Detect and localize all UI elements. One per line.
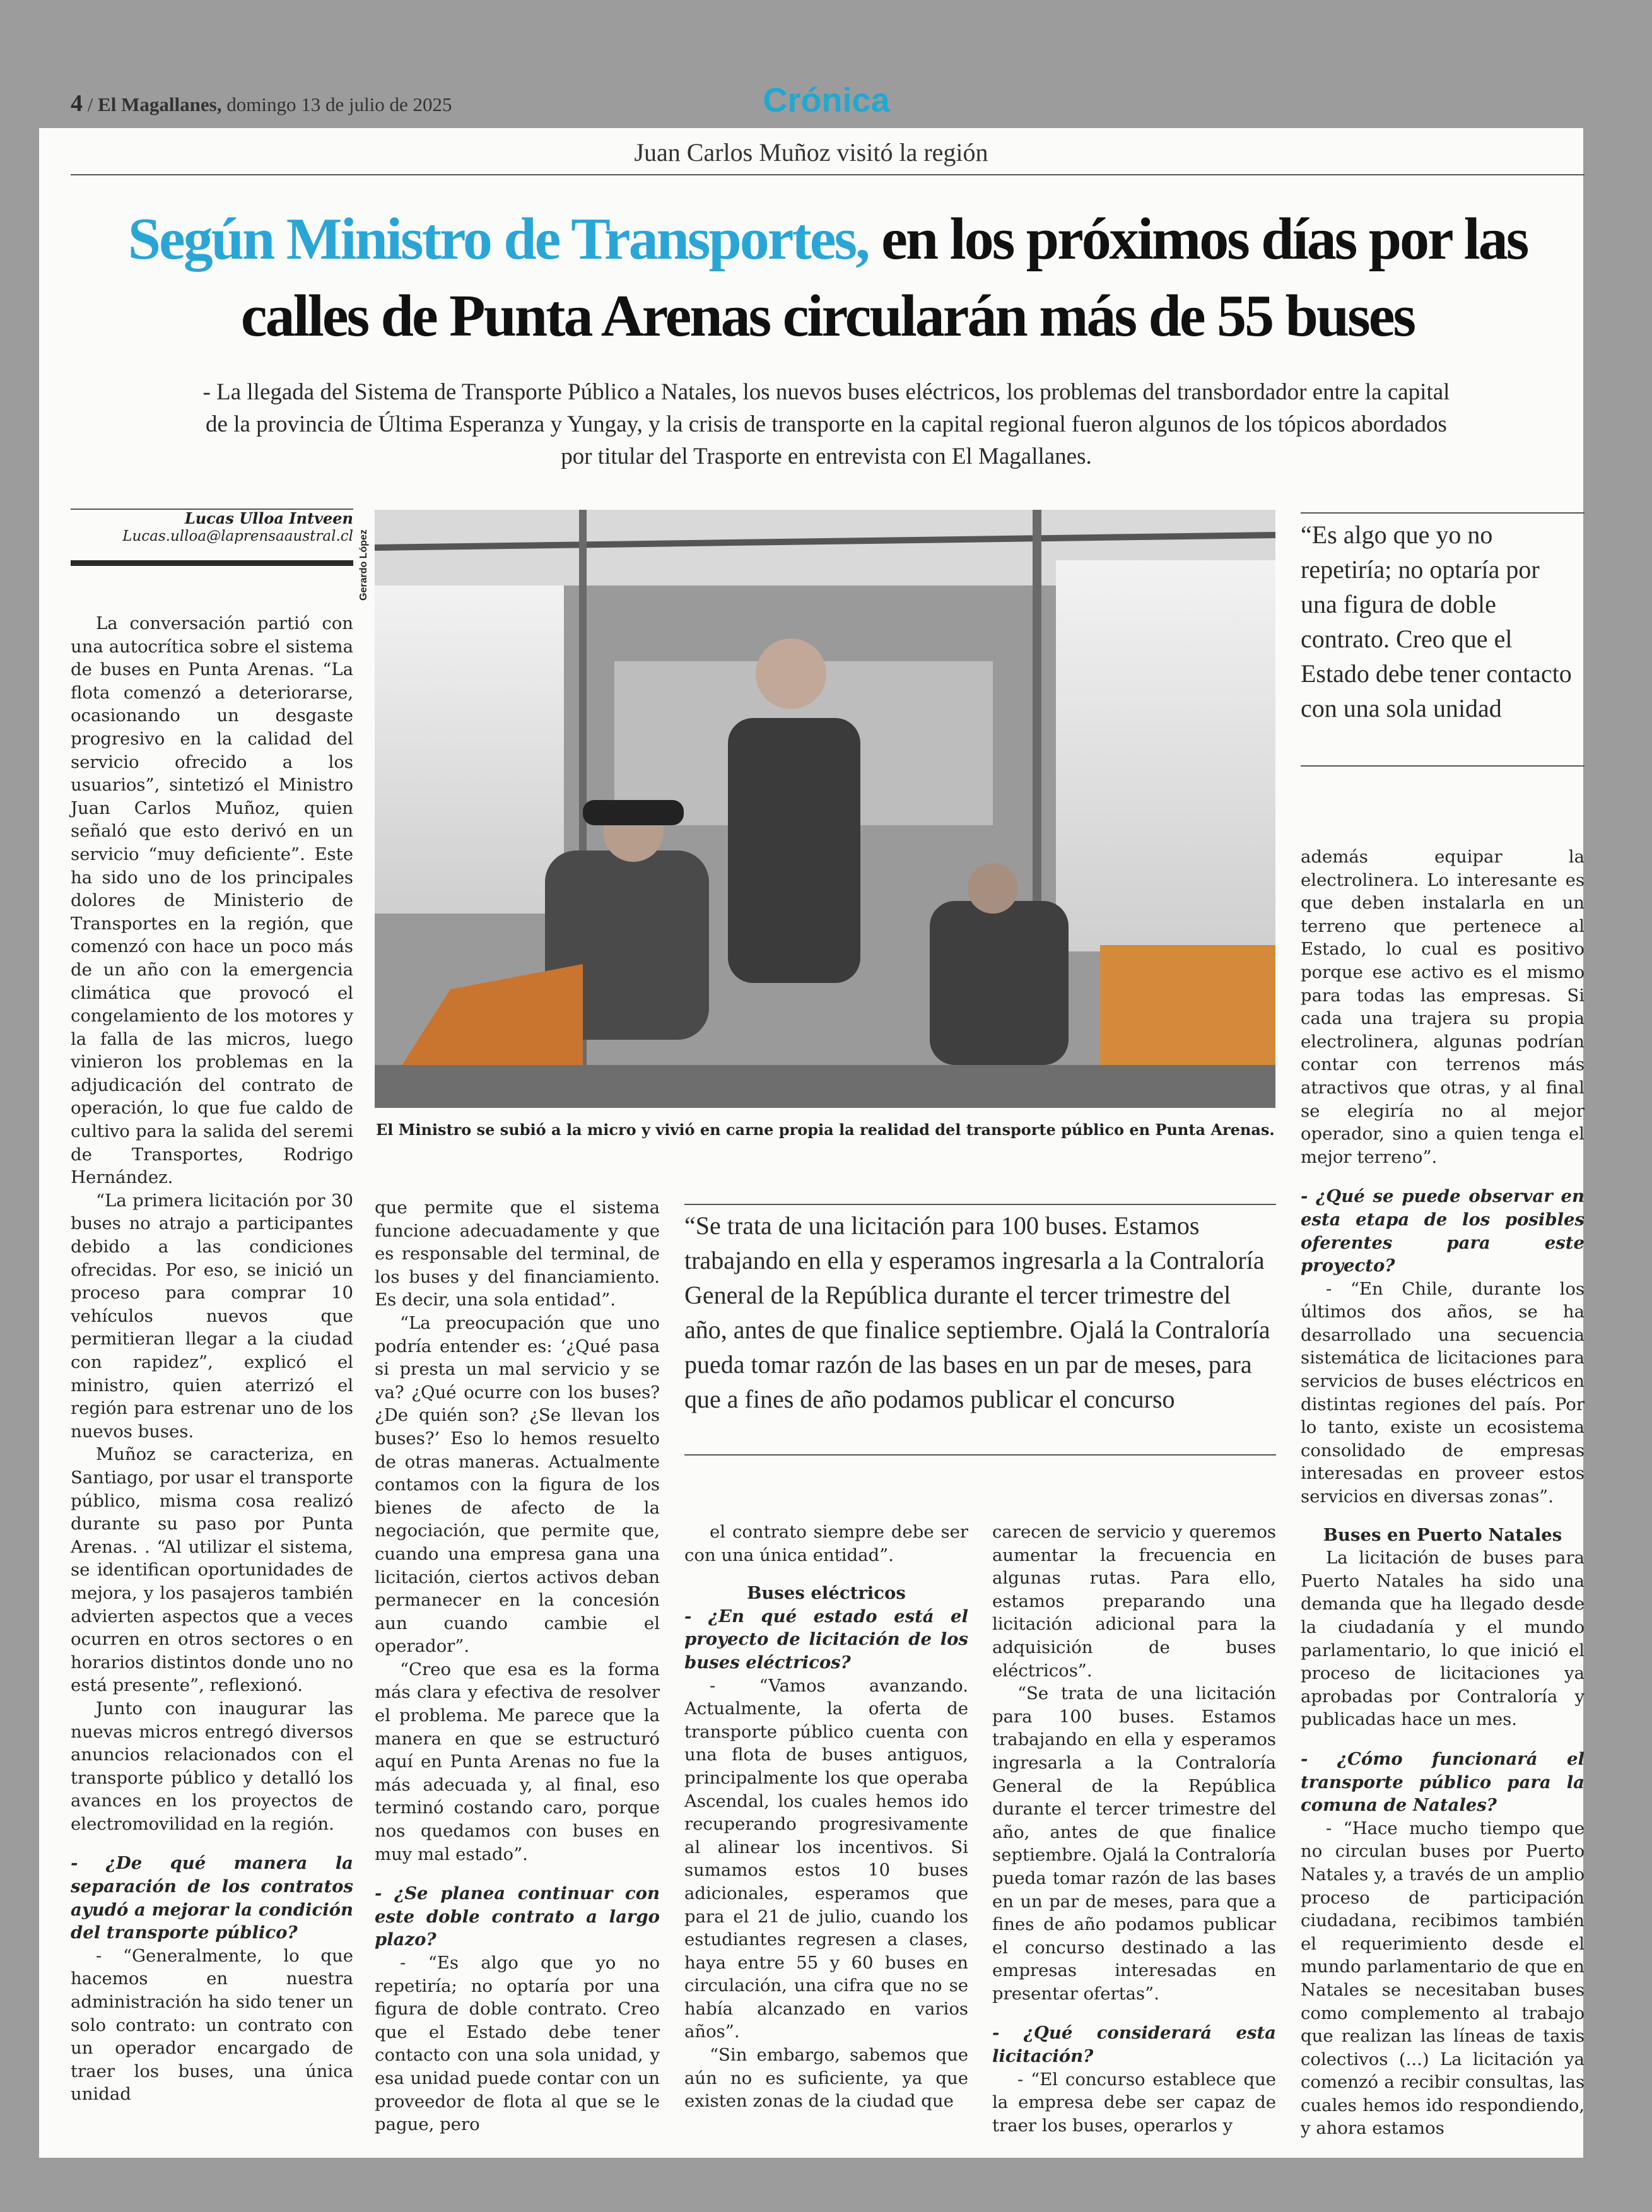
interview-question: - ¿De qué manera la separación de los contratos ayudó a mejorar la condición del transporte público? [71,1853,353,1943]
paragraph: el contrato siempre debe ser con una única entidad”. [684,1522,968,1565]
paragraph: “Creo que esa es la forma más clara y efectiva de resolver el problema. Me parece que la manera en que se estructuró aquí en Punta Arenas no fue la más adecuada y, al final, eso terminó costando caro, porque nos quedamos con buses en muy mal estado”. [375,1659,660,1864]
paragraph: - “Hace mucho tiempo que no circulan buses por Puerto Natales y, a través de un amplio proceso de participación ciudadana, recibimos también el requerimiento desde el mundo parlamentario de que en Natales se necesitaban buses como complemento al trabajo que realizan las líneas de taxis colectivos (...) La licitación ya comenzó a recibir consultas, las cuales hemos ido respondiendo, y ahora estamos [1301,1818,1585,2139]
interview-question: - ¿Cómo funcionará el transporte público para la comuna de Natales? [1301,1748,1585,1816]
byline-bar [71,560,353,566]
paragraph: Muñoz se caracteriza, en Santiago, por usar el transporte público, misma cosa realizó durante su paso por Punta Arenas. . “Al utilizar el sistema, se identifican oportunidades de mejora, y los pasajeros también advierten aspectos que a veces ocurren en otros sectores o en horarios distintos donde uno no está presente”, reflexionó. [71,1444,353,1696]
pullquote2-rule-top [684,1204,1276,1205]
paragraph: Junto con inaugurar las nuevas micros entregó diversos anuncios relacionados con el transporte público y detalló los avances en los proyectos de electromovilidad en la región. [71,1698,353,1834]
author-email: Lucas.ulloa@laprensaaustral.cl [122,528,353,544]
article-kicker: Juan Carlos Muñoz visitó la región [634,138,988,167]
headline-text: en los próximos días por las calles de Punta Arenas circularán más de 55 buses [240,206,1528,349]
paragraph: “Se trata de una licitación para 100 buses. Estamos trabajando en ella y esperamos ingresarla a la Contraloría General de la República durante el tercer trimestre del año, antes de que finalice septiembre. Ojalá la Contraloría pueda tomar razón de las bases en un par de meses, para que a fines de año podamos publicar el concurso destinado a las empresas interesadas en presentar ofertas”. [992,1683,1276,2004]
paragraph: carecen de servicio y queremos aumentar la frecuencia en algunas rutas. Para ello, estamos preparando una licitación adicional para la adquisición de buses eléctricos”. [992,1522,1276,1681]
subheading: Buses en Puerto Natales [1323,1524,1562,1545]
paragraph: “La primera licitación por 30 buses no atrajo a participantes debido a las condiciones ofrecidas. Por eso, se inició un proceso para comprar 10 vehículos nuevos que permitieran llegar a la ciudad con rapidez”, explicó el ministro, quien aterrizó el región para estrenar uno de los nuevos buses. [71,1190,353,1442]
paragraph: además equipar la electrolinera. Lo interesante es que deben instalarla en un terreno que pertenece al Estado, lo cual es positivo porque ese activo es el mismo para todas las empresas. Si cada una trajera su propia electrolinera, algunas podrían contar con terrenos más atractivos que otras, y al final se elegiría no al mejor operador, sino a quien tenga el mejor terreno”. [1301,847,1585,1167]
bus-interior-photo [375,510,1275,1108]
kicker-rule [71,174,1585,175]
section-title: Crónica [763,81,890,119]
paragraph: - “Es algo que yo no repetiría; no optaría por una figura de doble contrato. Creo que el Estado debe tener contacto con una sola unidad, y esa unidad puede contar con un proveedor de flota al que se le pague, pero [375,1953,660,2135]
article-column-4 [992,1521,1276,2137]
article-column-3 [684,1521,968,2113]
byline [71,510,353,545]
pullquote-2: “Se trata de una licitación para 100 buses. Estamos trabajando en ella y esperamos ingresarla a la Contraloría General de la República durante el tercer trimestre del año, antes de que finalice septiembre. Ojalá la Contraloría pueda tomar razón de las bases en un par de meses, para que a fines de año podamos publicar el concurso [684,1211,1270,1413]
paragraph: - “Vamos avanzando. Actualmente, la oferta de transporte público cuenta con una flota de buses antiguos, principalmente los que operaba Ascendal, los cuales hemos ido recuperando progresivamente al alinear los incentivos. Si sumamos estos 10 buses adicionales, esperamos que para el 21 de julio, cuando los estudiantes regresen a clases, haya entre 55 y 60 buses en circulación, una cifra que no se había alcanzado en varios años”. [684,1675,968,2042]
photo-caption: El Ministro se subió a la micro y vivió en carne propia la realidad del transporte público en Punta Arenas. [376,1121,1275,1139]
page-number: 4 [71,90,83,117]
interview-question: - ¿En qué estado está el proyecto de licitación de los buses eléctricos? [684,1606,968,1673]
article-column-5 [1301,845,1585,2140]
paragraph: que permite que el sistema funcione adecuadamente y que es responsable del terminal, de los buses y del financiamiento. Es decir, una sola entidad”. [375,1197,660,1310]
paragraph: “Sin embargo, sabemos que aún no es suficiente, ya que existen zonas de la ciudad que [684,2045,968,2112]
author-name: Lucas Ulloa Intveen [184,509,353,527]
subheading: Buses eléctricos [747,1583,906,1604]
issue-date: domingo 13 de julio de 2025 [226,93,452,115]
header-separator: / [87,93,93,115]
newspaper-name: El Magallanes, [98,93,222,115]
interview-question: - ¿Se planea continuar con este doble contrato a largo plazo? [375,1883,660,1950]
paragraph: La licitación de buses para Puerto Natales ha sido una demanda que ha llegado desde la ciudadanía y el mundo parlamentario, lo que inició el proceso de licitaciones ya aprobadas por Contraloría y publicadas hace un mes. [1301,1548,1585,1730]
paragraph: - “El concurso establece que la empresa debe ser capaz de traer los buses, operarlos y [992,2069,1276,2136]
pullquote2-rule-bottom [684,1454,1276,1456]
article-photo [375,510,1275,1108]
headline-highlight: Según Ministro de Transportes, [127,206,869,272]
paragraph: - “En Chile, durante los últimos dos años, se ha desarrollado una secuencia sistemática de licitaciones para servicios de buses eléctricos en distintas regiones del país. Por lo tanto, existe un ecosistema consolidado de empresas interesadas en proveer estos servicios en diversas zonas”. [1301,1278,1585,1507]
pullquote-rule-top [1301,512,1585,514]
interview-question: - ¿Qué se puede observar en esta etapa de los posibles oferentes para este proyecto? [1301,1186,1585,1276]
paragraph: “La preocupación que uno podría entender es: ‘¿Qué pasa si presta un mal servicio y se va? ¿Qué ocurre con los buses? ¿De quién son? ¿Se llevan los buses?’ Eso lo hemos resuelto de otras maneras. Actualmente contamos con la figura de los bienes de afecto de la negociación, que permite que, cuando una empresa gana una licitación, ciertos activos deban permanecer en la concesión aun cuando cambie el operador”. [375,1312,660,1657]
headline [71,201,1585,355]
pullquote-1: “Es algo que yo no repetiría; no optaría por una figura de doble contrato. Creo que el Estado debe tener contacto con una sola unidad [1301,521,1572,722]
article-column-2 [375,1196,660,2136]
pullquote-rule-bottom [1301,765,1585,767]
paragraph: - “Generalmente, lo que hacemos en nuestra administración ha sido tener un solo contrato: un contrato con un operador encargado de traer los buses, una única unidad [71,1945,353,2105]
article-column-1 [71,612,353,2106]
article-deck: - La llegada del Sistema de Transporte Público a Natales, los nuevos buses eléctricos, los problemas del transbordador entre la capital de la provincia de Última Esperanza y Yungay, y la crisis de transporte en la capital regional fueron algunos de los tópicos abordados por titular del Trasporte en entrevista con El Magallanes. [202,379,1450,469]
interview-question: - ¿Qué considerará esta licitación? [992,2023,1276,2067]
paragraph: La conversación partió con una autocrítica sobre el sistema de buses en Punta Arenas. “La flota comenzó a deteriorarse, ocasionando un desgaste progresivo en la calidad del servicio ofrecido a los usuarios”, sintetizó el Ministro Juan Carlos Muñoz, quien señaló que esto derivó en un servicio “muy deficiente”. Este ha sido uno de los principales dolores de Ministerio de Transportes en la región, que comenzó con hace un poco más de un año con la emergencia climática que provocó el congelamiento de los motores y la falla de las micros, luego vinieron los problemas en la adjudicación del contrato de operación, lo que fue caldo de cultivo para la salida del seremi de Transportes, Rodrigo Hernández. [71,613,353,1188]
running-header [71,90,452,117]
photo-credit: Gerardo López [358,529,369,601]
